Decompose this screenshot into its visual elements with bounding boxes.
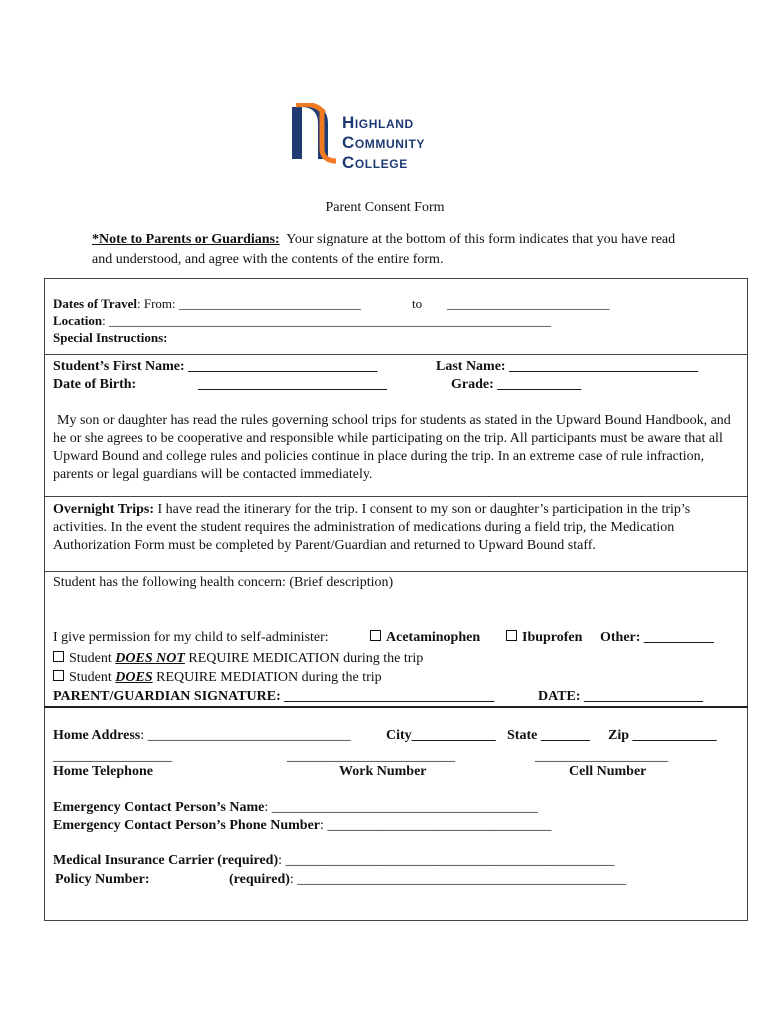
logo-line-1: Highland xyxy=(342,113,414,132)
divider xyxy=(44,706,748,708)
note-label: *Note to Parents or Guardians: xyxy=(92,232,280,247)
emergency-phone-field[interactable]: Emergency Contact Person’s Phone Number: ________________________________ xyxy=(53,818,552,833)
policy-number-field[interactable]: (required): _______________________________________________ xyxy=(229,872,627,887)
checkbox-icon xyxy=(506,630,517,641)
location-label: Location xyxy=(53,313,103,328)
requires-medication-checkbox[interactable]: Student DOES REQUIRE MEDIATION during the trip xyxy=(53,669,382,687)
form-title: Parent Consent Form xyxy=(325,200,445,215)
signature-date-field[interactable]: DATE: _________________ xyxy=(538,689,704,704)
zip-field[interactable]: Zip ____________ xyxy=(608,728,717,743)
work-number-label: Work Number xyxy=(339,764,427,779)
college-logo xyxy=(288,103,488,173)
divider xyxy=(44,496,748,497)
no-medication-checkbox[interactable]: Student DOES NOT REQUIRE MEDICATION during the trip xyxy=(53,650,423,668)
permission-text: I give permission for my child to self-administer: xyxy=(53,630,329,645)
home-telephone-label: Home Telephone xyxy=(53,764,153,779)
emergency-name-field[interactable]: Emergency Contact Person’s Name: ______________________________________ xyxy=(53,800,538,815)
divider xyxy=(44,354,748,355)
last-name-field[interactable]: Last Name: ___________________________ xyxy=(436,359,699,374)
location-field[interactable] xyxy=(53,312,551,330)
logo-line-3: College xyxy=(342,153,408,172)
overnight-paragraph xyxy=(53,501,743,555)
work-number-field[interactable]: ________________________ xyxy=(287,749,455,764)
logo-line-2: Community xyxy=(342,133,426,152)
dates-label: Dates of Travel xyxy=(53,296,137,311)
checkbox-icon xyxy=(53,651,64,662)
from-line: : From: ____________________________ xyxy=(137,296,361,311)
dob-label: Date of Birth: xyxy=(53,377,137,392)
dates-of-travel-field[interactable] xyxy=(53,295,361,313)
dob-field[interactable]: ___________________________ xyxy=(198,377,387,392)
cell-number-field[interactable]: ___________________ xyxy=(535,749,668,764)
home-address-field[interactable]: Home Address: _____________________________ xyxy=(53,728,351,743)
rules-paragraph: My son or daughter has read the rules governing school trips for students as stated in the Upward Bound Handbook, and he or she agrees to be cooperative and responsible while participating on the trip. All participants must be aware that all Upward Bound and college rules and policies continue in place during the trip. In an extreme case of rule infraction, parents or legal guardians will be contacted immediately. xyxy=(53,413,731,482)
insurance-carrier-field[interactable]: Medical Insurance Carrier (required): _______________________________________________ xyxy=(53,853,615,868)
policy-number-label: Policy Number: xyxy=(55,872,150,887)
overnight-text: I have read the itinerary for the trip. I consent to my son or daughter’s participation in the trip’s activities. In the event the student requires the administration of medications during a field trip, the Medication Authorization Form must be completed by Parent/Guardian and returned to Upward Bound staff. xyxy=(53,502,691,553)
checkbox-icon xyxy=(53,670,64,681)
acetaminophen-checkbox[interactable]: Acetaminophen xyxy=(370,629,480,647)
special-instructions-label: Special Instructions: xyxy=(53,330,168,345)
ibuprofen-checkbox[interactable]: Ibuprofen xyxy=(506,629,582,647)
note-text: Your signature at the bottom of this form indicates that you have read and understood, and agree with the contents of the entire form. xyxy=(92,232,676,267)
guardian-note xyxy=(92,230,692,270)
guardian-signature-field[interactable]: PARENT/GUARDIAN SIGNATURE: ______________________________ xyxy=(53,689,495,704)
home-telephone-field[interactable]: _________________ xyxy=(53,749,172,764)
grade-field[interactable]: Grade: ____________ xyxy=(451,377,582,392)
to-date-field[interactable]: _________________________ xyxy=(447,296,610,311)
health-concern-label: Student has the following health concern: (Brief description) xyxy=(53,575,394,590)
city-field[interactable]: City____________ xyxy=(386,728,496,743)
to-label: to xyxy=(412,296,423,311)
college-logo-mark-icon xyxy=(288,103,338,165)
cell-number-label: Cell Number xyxy=(569,764,647,779)
location-line: : ____________________________________________________________________ xyxy=(102,313,551,328)
state-field[interactable]: State _______ xyxy=(507,728,590,743)
divider xyxy=(44,571,748,572)
checkbox-icon xyxy=(370,630,381,641)
overnight-label: Overnight Trips: xyxy=(53,502,154,517)
first-name-field[interactable]: Student’s First Name: ___________________________ xyxy=(53,359,378,374)
other-medication-field[interactable]: Other: __________ xyxy=(600,630,714,645)
